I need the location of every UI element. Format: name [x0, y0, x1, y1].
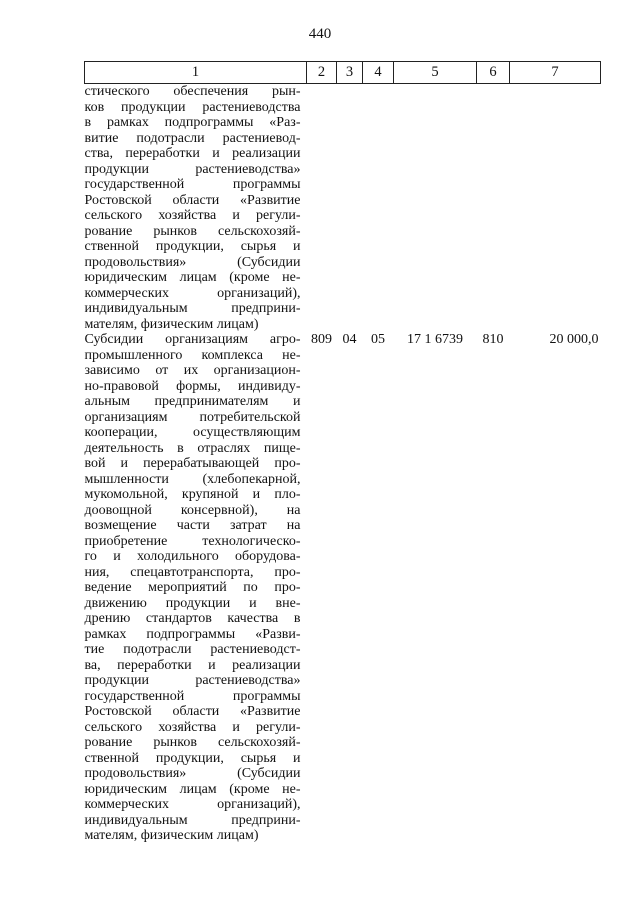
description-line: коммерческих организаций), — [84, 285, 301, 301]
row-description — [85, 332, 307, 844]
target-article-code — [394, 84, 477, 333]
description-line: зависимо от их организацион- — [84, 363, 301, 378]
description-line: Субсидии организациям агро- — [84, 332, 301, 347]
description-line: движению продукции и вне- — [84, 595, 301, 611]
description-line: юридическим лицам (кроме не- — [84, 270, 301, 285]
description-line: доовощной консервной), на — [84, 502, 301, 518]
description-line: альным предпринимателям и — [84, 394, 301, 409]
expense-type-code — [477, 84, 510, 333]
subsection-code: 05 — [371, 332, 385, 347]
description-line: витие подотрасли растениевод- — [84, 130, 301, 146]
description-line: ведение мероприятий по про- — [84, 580, 301, 595]
description-line: Ростовской области «Развитие — [84, 192, 301, 208]
description-line: ственной продукции, сырья и — [84, 239, 301, 254]
description-line: Ростовской области «Развитие — [84, 704, 301, 719]
description-line: индивидуальным предприни- — [84, 812, 301, 828]
description-line: государственной программы — [84, 177, 301, 192]
description-line: государственной программы — [84, 688, 301, 704]
description-line: организациям потребительской — [84, 409, 301, 425]
description-line: юридическим лицам (кроме не- — [84, 781, 301, 797]
description-line: продовольствия» (Субсидии — [84, 766, 301, 781]
target-article-code: 17 1 6739 — [407, 332, 463, 347]
admin-code: 809 — [311, 332, 332, 347]
description-line: приобретение технологическо- — [84, 533, 301, 549]
description-line: возмещение части затрат на — [84, 518, 301, 533]
budget-table — [84, 61, 601, 844]
description-line: мателям, физическим лицам) — [84, 316, 259, 332]
amount-value: 20 000,0 — [549, 332, 599, 347]
description-line: мукомольной, крупяной и пло- — [84, 487, 301, 502]
description-line: ственной продукции, сырья и — [84, 750, 301, 766]
description-line: сельского хозяйства и регули- — [84, 719, 301, 735]
description-line: ния, спецавтотранспорта, про- — [84, 564, 301, 580]
table-row — [85, 332, 601, 844]
description-line: ва, переработки и реализации — [84, 657, 301, 673]
header-col-4: 4 — [363, 62, 394, 84]
description-line: мателям, физическим лицам) — [84, 828, 259, 843]
description-line: ства, переработки и реализации — [84, 146, 301, 161]
header-col-1: 1 — [85, 62, 307, 84]
description-line: индивидуальным предприни- — [84, 301, 301, 316]
description-line: дрению стандартов качества в — [84, 611, 301, 626]
description-line: тие подотрасли растениеводст- — [84, 642, 301, 657]
row-description — [85, 84, 307, 333]
description-line: но-правовой формы, индивиду- — [84, 378, 301, 394]
header-col-6: 6 — [477, 62, 510, 84]
description-line: стического обеспечения рын- — [84, 84, 301, 99]
description-line: продукции растениеводства» — [84, 673, 301, 688]
description-line: рование рынков сельскохозяй- — [84, 735, 301, 750]
description-line: го и холодильного оборудова- — [84, 549, 301, 564]
admin-code — [307, 84, 337, 333]
section-code: 04 — [342, 332, 357, 347]
subsection-code — [363, 84, 394, 333]
description-line: ков продукции растениеводства — [84, 99, 301, 115]
description-line: деятельность в отраслях пище- — [84, 440, 301, 456]
header-col-5: 5 — [394, 62, 477, 84]
description-line: продовольствия» (Субсидии — [84, 254, 301, 270]
amount-value — [510, 84, 601, 333]
header-col-2: 2 — [307, 62, 337, 84]
table-header-row — [85, 62, 601, 84]
description-line: продукции растениеводства» — [84, 161, 301, 177]
description-line: промышленного комплекса не- — [84, 347, 301, 363]
section-code — [337, 84, 363, 333]
description-line: рование рынков сельскохозяй- — [84, 223, 301, 239]
header-col-3: 3 — [337, 62, 363, 84]
description-line: в рамках подпрограммы «Раз- — [84, 115, 301, 130]
description-line: коммерческих организаций), — [84, 797, 301, 812]
description-line: вой и перерабатывающей про- — [84, 456, 301, 471]
table-row — [85, 84, 601, 333]
description-line: мышленности (хлебопекарной, — [84, 471, 301, 487]
expense-type-code: 810 — [482, 332, 504, 347]
header-col-7: 7 — [510, 62, 601, 84]
description-line: рамках подпрограммы «Разви- — [84, 626, 301, 642]
description-line: кооперации, осуществляющим — [84, 425, 301, 440]
description-line: сельского хозяйства и регули- — [84, 208, 301, 223]
page-number: 440 — [308, 26, 332, 42]
